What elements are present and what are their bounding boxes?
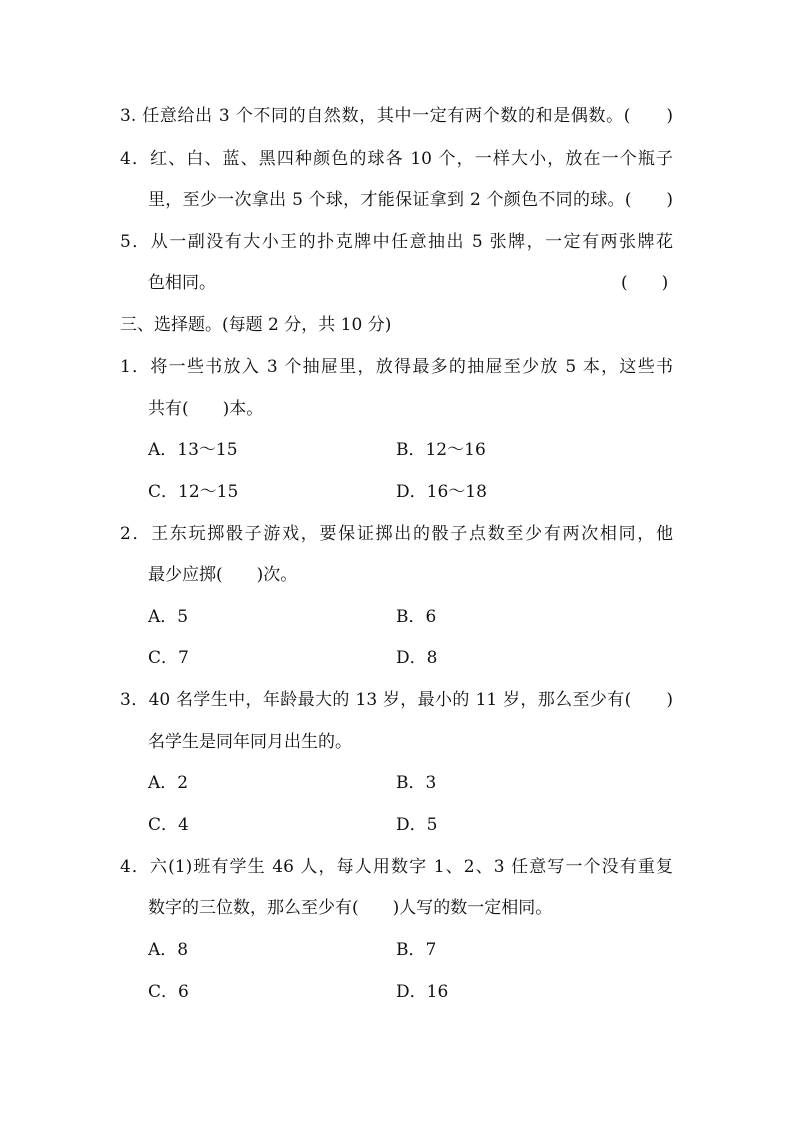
judge-q4-line1: 4．红、白、蓝、黑四种颜色的球各 10 个，一样大小，放在一个瓶子 xyxy=(120,149,673,169)
judge-q5-line1: 5．从一副没有大小王的扑克牌中任意抽出 5 张牌，一定有两张牌花 xyxy=(120,232,673,252)
choice-q2-option-a: A．5 xyxy=(148,607,189,627)
judge-q5-answer-paren: ( ) xyxy=(621,273,669,293)
choice-q1-option-d: D．16～18 xyxy=(396,482,487,502)
choice-q3-option-b: B．3 xyxy=(396,773,437,793)
choice-q4-option-c: C．6 xyxy=(148,982,189,1002)
choice-q3-line2: 名学生是同年同月出生的。 xyxy=(148,732,352,752)
choice-q1-option-a: A．13～15 xyxy=(148,440,238,460)
choice-q2-option-d: D．8 xyxy=(396,648,438,668)
choice-q2-option-b: B．6 xyxy=(396,607,437,627)
judge-q3: 3. 任意给出 3 个不同的自然数，其中一定有两个数的和是偶数。( ) xyxy=(120,106,673,126)
choice-q1-option-c: C．12～15 xyxy=(148,482,239,502)
choice-q1-line1: 1．将一些书放入 3 个抽屉里，放得最多的抽屉至少放 5 本，这些书 xyxy=(120,357,673,377)
choice-q4-line1: 4．六(1)班有学生 46 人，每人用数字 1、2、3 任意写一个没有重复 xyxy=(120,857,673,877)
judge-q5-line2: 色相同。 xyxy=(148,273,216,293)
choice-q3-line1: 3．40 名学生中，年龄最大的 13 岁，最小的 11 岁，那么至少有( ) xyxy=(120,690,673,710)
choice-q3-option-c: C．4 xyxy=(148,815,189,835)
choice-q3-option-d: D．5 xyxy=(396,815,438,835)
choice-q4-option-b: B．7 xyxy=(396,940,437,960)
choice-q1-option-b: B．12～16 xyxy=(396,440,486,460)
choice-q3-option-a: A．2 xyxy=(148,773,189,793)
choice-q2-line1: 2．王东玩掷骰子游戏，要保证掷出的骰子点数至少有两次相同，他 xyxy=(120,524,673,544)
choice-q1-line2: 共有( )本。 xyxy=(148,399,264,419)
section-heading-choice: 三、选择题。(每题 2 分，共 10 分) xyxy=(120,315,392,335)
choice-q4-option-d: D．16 xyxy=(396,982,449,1002)
choice-q4-line2: 数字的三位数，那么至少有( )人写的数一定相同。 xyxy=(148,898,553,918)
choice-q2-line2: 最少应掷( )次。 xyxy=(148,565,298,585)
judge-q4-line2: 里，至少一次拿出 5 个球，才能保证拿到 2 个颜色不同的球。( ) xyxy=(148,190,673,210)
choice-q2-option-c: C．7 xyxy=(148,648,189,668)
choice-q4-option-a: A．8 xyxy=(148,940,189,960)
